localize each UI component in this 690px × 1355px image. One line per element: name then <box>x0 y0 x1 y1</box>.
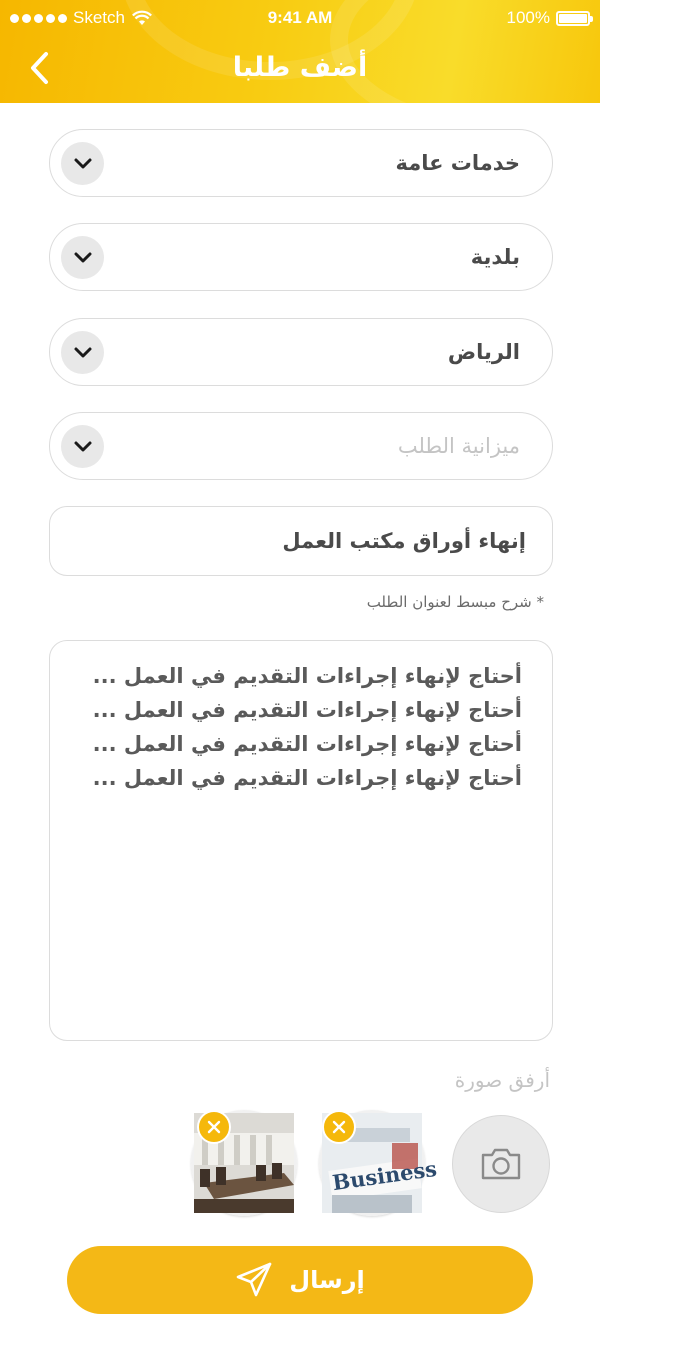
remove-image-business-button[interactable] <box>322 1110 356 1144</box>
battery-icon <box>556 11 590 26</box>
request-title-value: إنهاء أوراق مكتب العمل <box>282 529 526 553</box>
subcategory-dropdown-value: بلدية <box>470 245 520 269</box>
city-dropdown-value: الرياض <box>447 340 520 364</box>
business-newspaper-text: Business <box>330 1155 439 1196</box>
submit-button-label: إرسال <box>289 1266 365 1294</box>
page-title: أضف طلبا <box>232 52 368 83</box>
chevron-down-icon[interactable] <box>61 236 104 279</box>
close-icon <box>332 1120 346 1134</box>
attach-image-label: أرفق صورة <box>454 1068 550 1092</box>
subcategory-dropdown[interactable] <box>49 223 553 291</box>
title-hint: * شرح مبسط لعنوان الطلب <box>366 593 544 611</box>
camera-icon <box>479 1146 523 1182</box>
carrier-name: Sketch <box>73 8 125 27</box>
chevron-down-icon[interactable] <box>61 142 104 185</box>
status-right <box>507 8 590 28</box>
chevron-down-icon[interactable] <box>61 425 104 468</box>
request-title-input[interactable] <box>49 506 553 576</box>
category-dropdown-value: خدمات عامة <box>395 151 520 175</box>
description-textarea[interactable] <box>49 640 553 1041</box>
description-value: أحتاج لإنهاء إجراءات التقديم في العمل ... أحتاج لإنهاء إجراءات التقديم في العمل ... أحتاج لإنهاء إجراءات التقديم في العمل ... أحتاج لإنهاء إجراءات التقديم في العمل ... <box>92 664 522 790</box>
status-time: 9:41 AM <box>267 8 333 27</box>
remove-image-meeting-room-button[interactable] <box>197 1110 231 1144</box>
city-dropdown[interactable] <box>49 318 553 386</box>
category-dropdown[interactable] <box>49 129 553 197</box>
add-photo-button[interactable] <box>452 1115 550 1213</box>
close-icon <box>207 1120 221 1134</box>
battery-percent: 100% <box>506 8 550 27</box>
budget-dropdown[interactable] <box>49 412 553 480</box>
send-icon <box>235 1261 273 1299</box>
submit-button[interactable] <box>67 1246 533 1314</box>
status-bar <box>0 0 600 38</box>
budget-dropdown-placeholder: ميزانية الطلب <box>397 434 520 458</box>
chevron-down-icon[interactable] <box>61 331 104 374</box>
header-bar <box>0 0 600 103</box>
